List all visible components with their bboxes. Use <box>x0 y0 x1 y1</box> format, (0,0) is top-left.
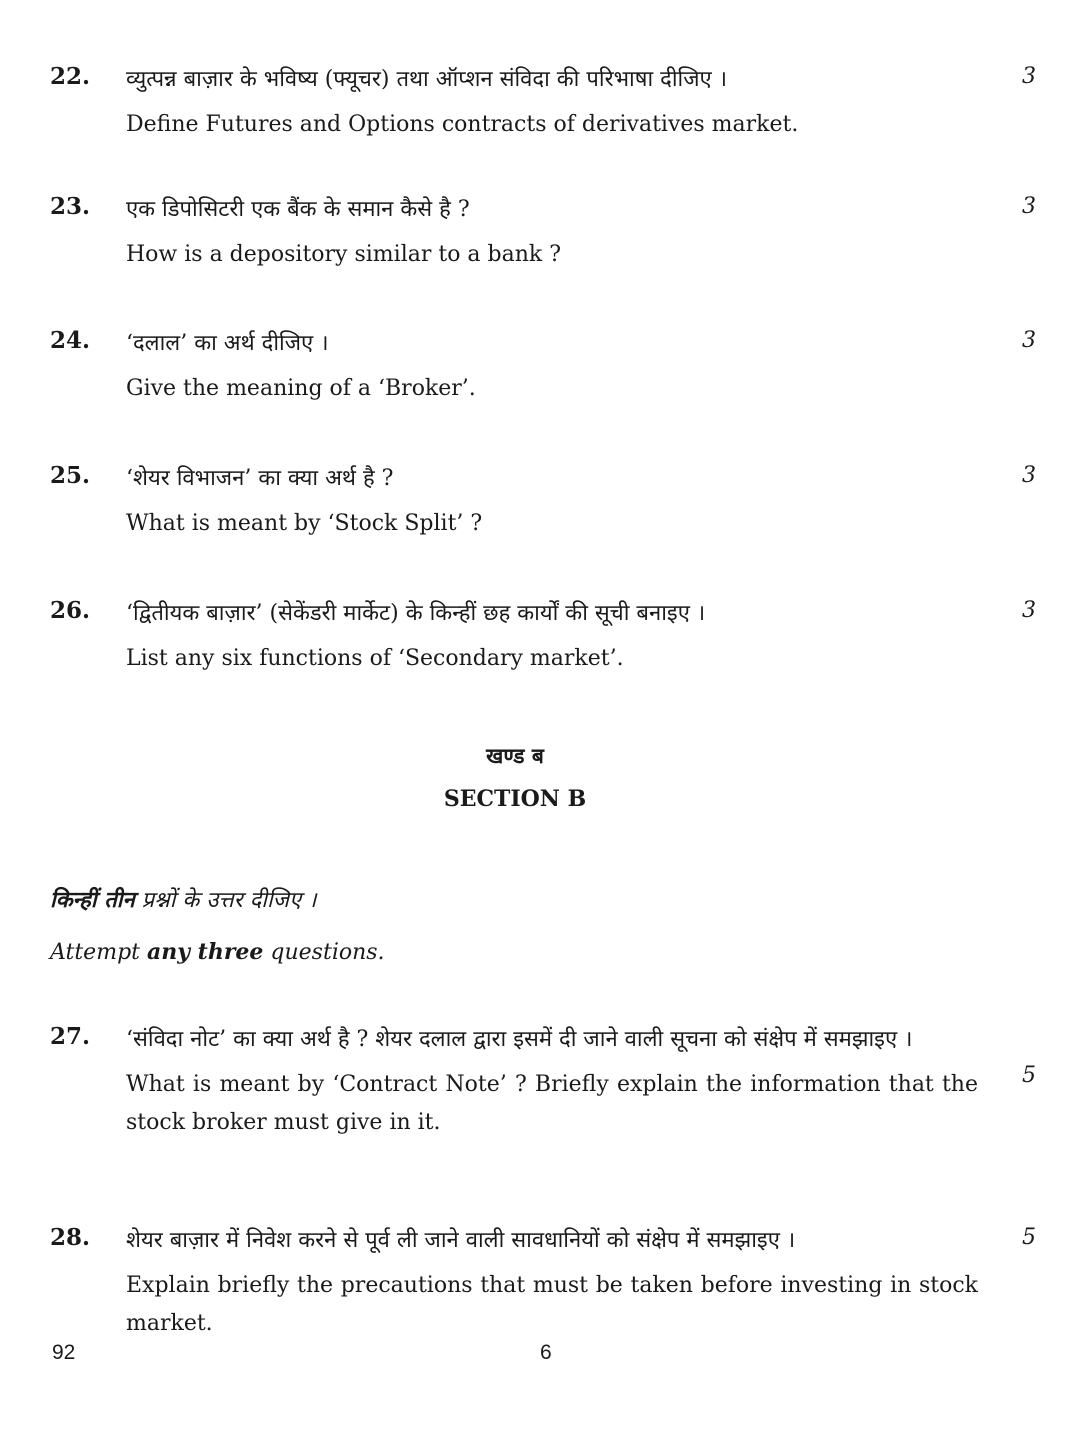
question-english: What is meant by ‘Contract Note’ ? Briefly explain the information that the stock broker must give in it. <box>126 1072 978 1135</box>
question-number: 27. <box>50 1023 91 1050</box>
question-number: 25. <box>50 462 91 489</box>
question-english: How is a depository similar to a bank ? <box>126 242 562 267</box>
question-text <box>126 1022 978 1142</box>
question-text <box>126 596 978 678</box>
page-number: 6 <box>540 1341 552 1364</box>
instruction-english-emphasis: any three <box>146 939 264 965</box>
question-marks: 3 <box>1022 463 1036 488</box>
question-number: 26. <box>50 597 91 624</box>
question-hindi: व्युत्पन्न बाज़ार के भविष्य (फ्यूचर) तथा ऑप्शन संविदा की परिभाषा दीजिए । <box>126 67 728 92</box>
question-english: Give the meaning of a ‘Broker’. <box>126 376 476 401</box>
paper-code: 92 <box>52 1341 76 1364</box>
question-text <box>126 62 978 144</box>
question-hindi: ‘द्वितीयक बाज़ार’ (सेकेंडरी मार्केट) के किन्हीं छह कार्यों की सूची बनाइए । <box>126 601 706 626</box>
question-number: 23. <box>50 193 91 220</box>
question-text <box>126 326 978 408</box>
question-text <box>126 192 978 274</box>
question-text <box>126 1223 978 1343</box>
instruction-hindi-text: प्रश्नों के उत्तर दीजिए । <box>134 888 317 913</box>
question-hindi: शेयर बाज़ार में निवेश करने से पूर्व ली जाने वाली सावधानियों को संक्षेप में समझाइए । <box>126 1228 796 1253</box>
question-marks: 5 <box>1022 1225 1036 1250</box>
question-hindi: ‘दलाल’ का अर्थ दीजिए । <box>126 331 329 356</box>
question-marks: 3 <box>1022 328 1036 353</box>
question-hindi: एक डिपोसिटरी एक बैंक के समान कैसे है ? <box>126 197 470 222</box>
instruction-hindi <box>50 884 316 914</box>
question-english: Define Futures and Options contracts of derivatives market. <box>126 112 799 137</box>
section-heading-hindi: खण्ड ब <box>486 743 544 768</box>
instruction-english-pre: Attempt <box>50 940 147 965</box>
question-english: Explain briefly the precautions that must be taken before investing in stock market. <box>126 1273 978 1336</box>
section-heading-english: SECTION B <box>443 786 587 812</box>
question-text <box>126 461 978 543</box>
question-marks: 5 <box>1022 1063 1036 1088</box>
question-hindi: ‘संविदा नोट’ का क्या अर्थ है ? शेयर दलाल द्वारा इसमें दी जाने वाली सूचना को संक्षेप में समझाइए । <box>126 1027 913 1052</box>
question-marks: 3 <box>1022 194 1036 219</box>
instruction-english <box>50 939 385 965</box>
question-hindi: ‘शेयर विभाजन’ का क्या अर्थ है ? <box>126 466 394 491</box>
question-english: What is meant by ‘Stock Split’ ? <box>126 511 483 536</box>
question-number: 24. <box>50 327 91 354</box>
instruction-english-post: questions. <box>263 940 385 965</box>
question-english: List any six functions of ‘Secondary market’. <box>126 646 624 671</box>
question-number: 22. <box>50 63 91 90</box>
question-marks: 3 <box>1022 64 1036 89</box>
question-marks: 3 <box>1022 598 1036 623</box>
question-number: 28. <box>50 1224 91 1251</box>
instruction-hindi-emphasis: किन्हीं तीन <box>50 887 135 913</box>
